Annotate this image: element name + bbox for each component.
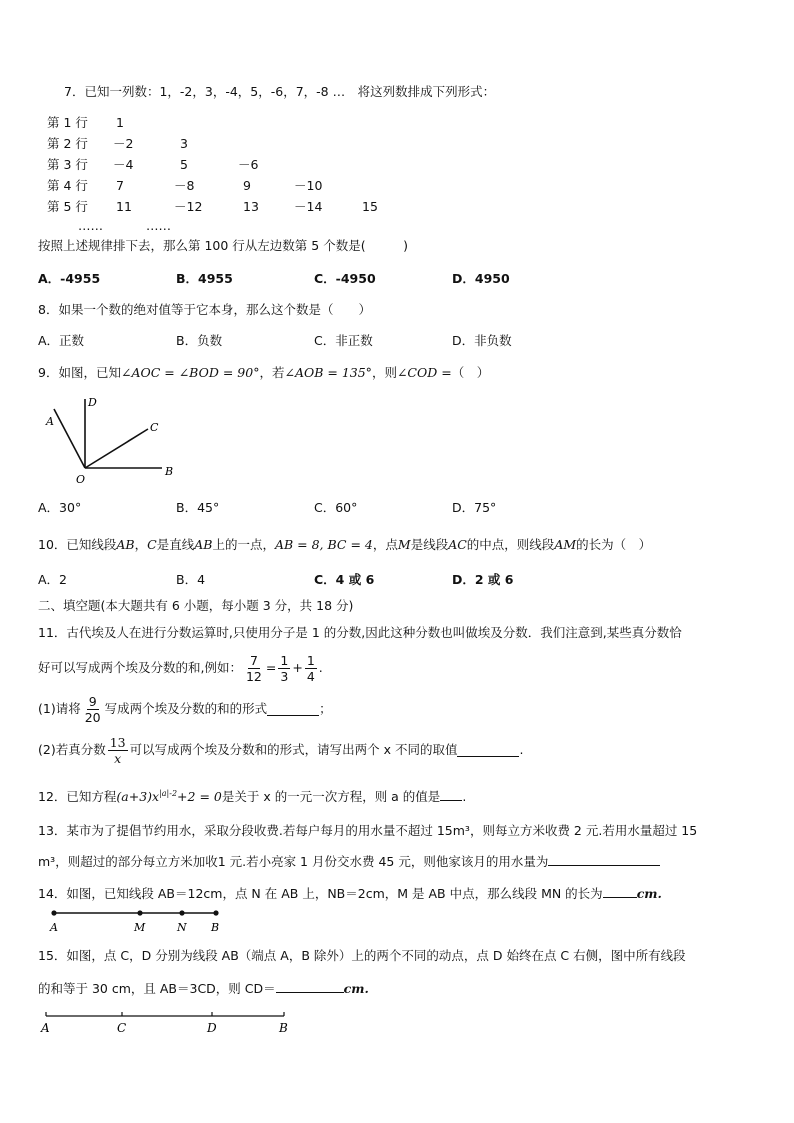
point-a: [51, 910, 56, 915]
q7-ellipsis: ……: [78, 218, 103, 233]
point-label-c: C: [150, 421, 159, 434]
q10-math: AB: [116, 537, 135, 552]
q7-cell: 1: [116, 115, 124, 130]
q8-option-c: C．非正数: [314, 333, 373, 348]
q8-stem: 8．如果一个数的绝对值等于它本身，那么这个数是（ ）: [38, 302, 371, 317]
q9-angle-condition: ∠AOC = ∠BOD = 90°: [120, 365, 260, 380]
q14-stem: [38, 885, 662, 902]
answer-blank[interactable]: [267, 703, 319, 716]
point-b: [213, 910, 218, 915]
point-label-n: N: [177, 921, 187, 934]
q11-text: 写成两个埃及分数的和的形式: [104, 701, 268, 716]
q7-ellipsis: ……: [146, 218, 171, 233]
q10-option-d: D．2 或 6: [452, 572, 514, 587]
q8-option-a: A．正数: [38, 333, 85, 348]
q11-text: 可以写成两个埃及分数和的形式，请写出两个 x 不同的取值: [129, 742, 458, 757]
q7-cell: 9: [243, 178, 251, 193]
q7-cell: 3: [180, 136, 188, 151]
q7-row-label: 第 1 行: [47, 115, 88, 130]
q9-stem-post: （ ）: [451, 365, 490, 380]
denominator: 4: [306, 668, 315, 684]
q10-option-b: B．4: [176, 572, 206, 587]
answer-blank[interactable]: [276, 980, 344, 993]
q11-text: (1)请将: [38, 701, 81, 716]
answer-blank[interactable]: [603, 885, 637, 898]
q9-angle-cod: ∠COD =: [396, 365, 452, 380]
q7-cell: －8: [174, 178, 195, 193]
numerator: 1: [280, 652, 289, 668]
q10-text: ，点: [372, 537, 398, 552]
q10-text: 上的一点，: [212, 537, 275, 552]
q10-text: 是线段: [410, 537, 449, 552]
answer-blank[interactable]: [440, 788, 462, 801]
q9-stem-mid2: ，则: [371, 365, 397, 380]
q15-line1: 15．如图，点 C，D 分别为线段 AB（端点 A，B 除外）上的两个不同的动点，点 D 始终在点 C 右侧，图中所有线段: [38, 948, 686, 963]
point-label-c: C: [117, 1021, 127, 1035]
q9-stem-pre: 9．如图，已知: [38, 365, 121, 380]
q10-stem: [38, 537, 651, 553]
fraction: [305, 653, 317, 684]
point-label-m: M: [134, 921, 146, 934]
q10-text: ，: [134, 537, 148, 552]
q11-text: 好可以写成两个埃及分数的和,例如：: [38, 660, 242, 675]
fraction: [83, 694, 103, 725]
q7-row-label: 第 2 行: [47, 136, 88, 151]
fraction: [278, 653, 290, 684]
q9-option-c: C．60°: [314, 500, 358, 515]
q7-option-c: C．-4950: [314, 271, 376, 286]
point-label-a: A: [46, 415, 54, 428]
q10-text: 是直线: [156, 537, 195, 552]
q12-exponent: |a|-2: [159, 789, 178, 798]
q13-line2: [38, 853, 660, 870]
q9-option-a: A．30°: [38, 500, 82, 515]
q9-option-d: D．75°: [452, 500, 497, 515]
q7-cell: －6: [238, 157, 259, 172]
q11-text: (2)若真分数: [38, 742, 106, 757]
point-label-a: A: [50, 921, 58, 934]
plus-sign: +: [292, 660, 303, 675]
ray-oa: [54, 409, 85, 468]
q10-text: 的中点，则线段: [466, 537, 555, 552]
q11-part1: [38, 692, 332, 726]
point-label-d: D: [88, 396, 97, 409]
q12-equation: +2 = 0: [177, 789, 222, 805]
point-label-d: D: [207, 1021, 217, 1035]
q12-text: 是关于 x 的一元一次方程，则 a 的值是: [221, 789, 441, 805]
q11-line1: 11．古代埃及人在进行分数运算时,只使用分子是 1 的分数,因此这种分数也叫做埃及分数．我们注意到,某些真分数恰: [38, 625, 682, 640]
q13-text: m³，则超过的部分每立方米加收1 元.若小亮家 1 月份交水费 45 元，则他家该月的用水量为: [38, 854, 549, 869]
denominator: 12: [245, 668, 262, 684]
q7-cell: －14: [294, 199, 323, 214]
q14-segment-figure: [44, 905, 234, 935]
q10-text: 的长为（ ）: [576, 537, 652, 552]
q7-cell: 13: [243, 199, 259, 214]
section-heading: 二、填空题(本大题共有 6 小题，每小题 3 分，共 18 分): [38, 598, 354, 613]
q9-stem-mid: ，若: [259, 365, 285, 380]
point-n: [179, 910, 184, 915]
point-label-b: B: [211, 921, 220, 934]
q15-text: 的和等于 30 cm，且 AB＝3CD，则 CD＝: [38, 981, 276, 996]
q10-math: AM: [554, 537, 577, 552]
q13-line1: 13．某市为了提倡节约用水，采取分段收费.若每户每月的用水量不超过 15m³，则每立方米收费 2 元.若用水量超过 15: [38, 823, 698, 838]
q7-row-label: 第 4 行: [47, 178, 88, 193]
q14-unit: cm.: [636, 886, 662, 901]
point-label-a: A: [41, 1021, 50, 1035]
numerator: 7: [249, 652, 258, 668]
q7-cell: 5: [180, 157, 188, 172]
q9-option-b: B．45°: [176, 500, 220, 515]
q15-segment-figure: [38, 1008, 298, 1038]
q15-line2: [38, 980, 369, 997]
numerator: 1: [306, 652, 315, 668]
ray-oc: [85, 429, 148, 468]
q9-angle-aob: ∠AOB = 135°: [284, 365, 372, 380]
q7-cell: －4: [113, 157, 134, 172]
point-label-b: B: [279, 1021, 288, 1035]
q7-cell: －2: [113, 136, 134, 151]
q12-text: .: [462, 789, 467, 805]
q8-option-d: D．非负数: [452, 333, 512, 348]
q7-option-d: D．4950: [452, 271, 510, 286]
q10-math: C: [147, 537, 157, 552]
q7-cell: －10: [294, 178, 323, 193]
q7-option-a: A．-4955: [38, 271, 101, 286]
fraction: [244, 653, 264, 684]
numerator: 13: [109, 734, 126, 750]
q7-cell: 7: [116, 178, 124, 193]
q7-option-b: B．4955: [176, 271, 233, 286]
q12-equation: (a+3)x: [116, 789, 160, 805]
fraction: [108, 735, 128, 766]
point-label-b: B: [165, 465, 174, 478]
q8-option-b: B．负数: [176, 333, 223, 348]
period: .: [318, 660, 323, 675]
q15-unit: cm.: [343, 981, 369, 996]
q10-text: 10．已知线段: [38, 537, 117, 552]
q7-cell: 15: [362, 199, 378, 214]
q7-cell: －12: [174, 199, 203, 214]
q10-math: AB = 8, BC = 4: [274, 537, 373, 552]
point-label-o: O: [76, 473, 86, 483]
q10-option-c: C．4 或 6: [314, 572, 375, 587]
q7-row-label: 第 3 行: [47, 157, 88, 172]
q10-math: AC: [448, 537, 467, 552]
q9-angle-figure: [40, 393, 190, 483]
q10-option-a: A．2: [38, 572, 68, 587]
answer-blank[interactable]: [457, 744, 519, 757]
q9-stem: [38, 365, 489, 381]
numerator: 9: [88, 693, 97, 709]
q10-math: AB: [194, 537, 213, 552]
point-m: [137, 910, 142, 915]
q11-example: [38, 651, 323, 685]
q7-row-label: 第 5 行: [47, 199, 88, 214]
q11-text: .: [519, 742, 524, 757]
denominator: x: [114, 750, 122, 766]
answer-blank[interactable]: [548, 853, 660, 866]
q14-text: 14．如图，已知线段 AB＝12cm，点 N 在 AB 上，NB＝2cm，M 是 AB 中点，那么线段 MN 的长为: [38, 886, 603, 901]
q12-text: 12．已知方程: [38, 789, 117, 805]
q7-stem: 7．已知一列数：1，-2，3，-4，5，-6，7，-8 … 将这列数排成下列形式：: [64, 84, 496, 99]
q12-stem: [38, 786, 466, 805]
q10-math: M: [397, 537, 411, 552]
denominator: 20: [84, 709, 101, 725]
denominator: 3: [280, 668, 289, 684]
q7-cell: 11: [116, 199, 132, 214]
q7-question: 按照上述规律排下去，那么第 100 行从左边数第 5 个数是( ): [38, 238, 408, 253]
q11-part2: [38, 733, 523, 767]
q11-text: ；: [319, 701, 332, 716]
equals-sign: =: [265, 660, 277, 675]
